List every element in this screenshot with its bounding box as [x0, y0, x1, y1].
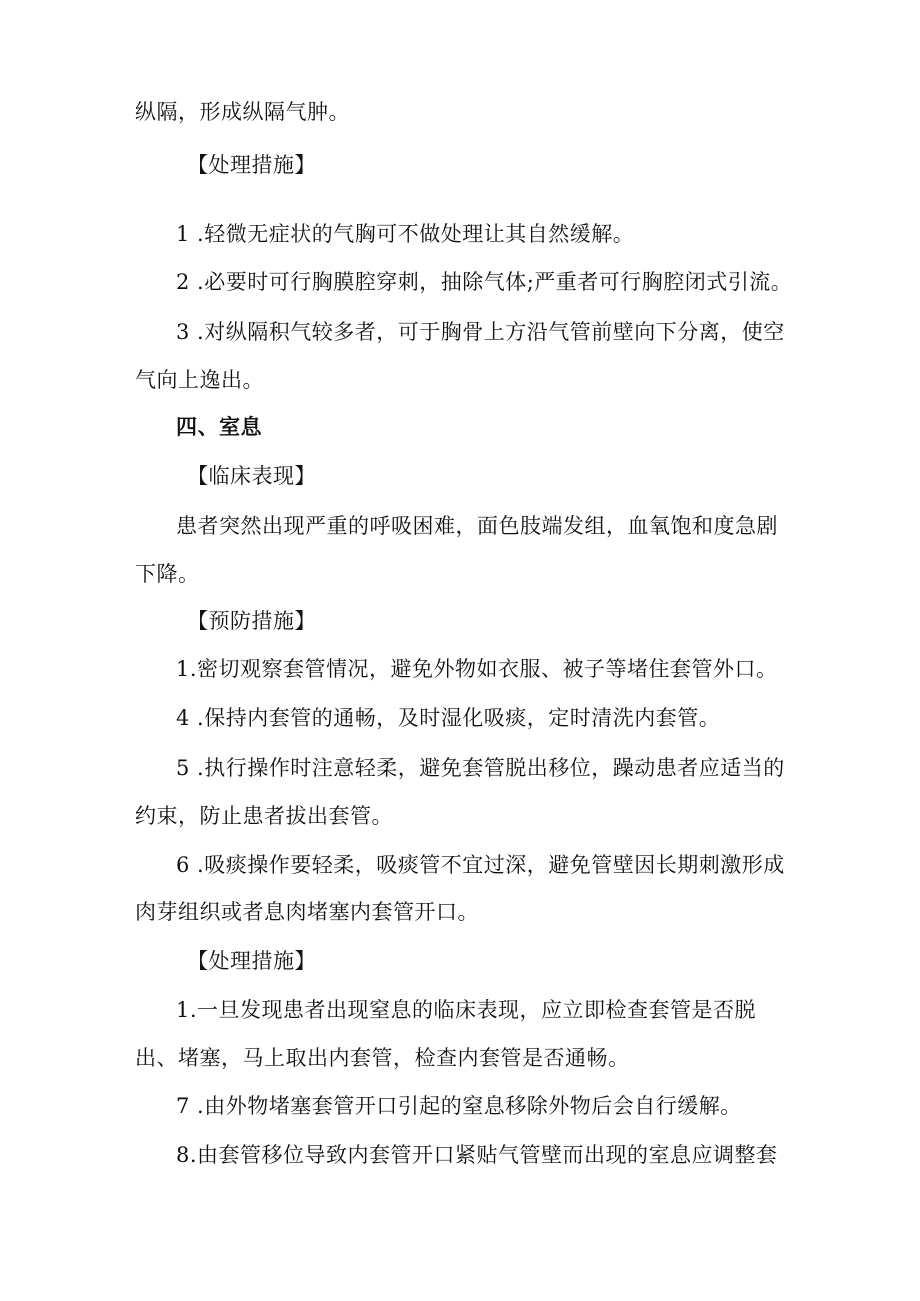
paragraph-line: 患者突然出现严重的呼吸困难，面色肢端发组，血氧饱和度急剧	[176, 514, 778, 538]
list-item-5: 5 .执行操作时注意轻柔，避免套管脱出移位，躁动患者应适当的	[176, 756, 785, 780]
section-heading-asphyxia: 四、室息	[176, 415, 262, 439]
list-item-5-continuation: 约束，防止患者拔出套管。	[135, 804, 393, 828]
list-item-1: 1.一旦发现患者出现窒息的临床表现，应立即检查套管是否脱	[176, 998, 757, 1022]
section-label-treatment: 【处理措施】	[187, 153, 316, 177]
list-item-6: 6 .吸痰操作要轻柔，吸痰管不宜过深，避免管壁因长期刺激形成	[176, 853, 785, 877]
list-item-1: 1 .轻微无症状的气胸可不做处理让其自然缓解。	[176, 222, 635, 246]
section-label-prevention: 【预防措施】	[187, 609, 316, 633]
list-item-4: 4 .保持内套管的通畅，及时湿化吸痰，定时清洗内套管。	[176, 706, 721, 730]
paragraph-continuation-line: 纵隔，形成纵隔气肿。	[135, 100, 350, 124]
list-item-3: 3 .对纵隔积气较多者，可于胸骨上方沿气管前壁向下分离，使空	[176, 320, 785, 344]
list-item-7: 7 .由外物堵塞套管开口引起的窒息移除外物后会自行缓解。	[176, 1094, 742, 1118]
list-item-8: 8.由套管移位导致内套管开口紧贴气管壁而出现的室息应调整套	[176, 1143, 778, 1167]
section-label-clinical: 【临床表现】	[187, 464, 316, 488]
list-item-2: 2 .必要时可行胸膜腔穿刺，抽除气体;严重者可行胸腔闭式引流。	[176, 270, 793, 294]
list-item-6-continuation: 肉芽组织或者息肉堵塞内套管开口。	[135, 900, 479, 924]
list-item-1-continuation: 出、堵塞，马上取出内套管，检查内套管是否通畅。	[135, 1046, 630, 1070]
section-label-treatment: 【处理措施】	[187, 949, 316, 973]
paragraph-continuation-line: 下降。	[135, 562, 200, 586]
list-item-3-continuation: 气向上逸出。	[135, 368, 264, 392]
list-item-1: 1.密切观察套管情况，避免外物如衣服、被子等堵住套管外口。	[176, 657, 778, 681]
